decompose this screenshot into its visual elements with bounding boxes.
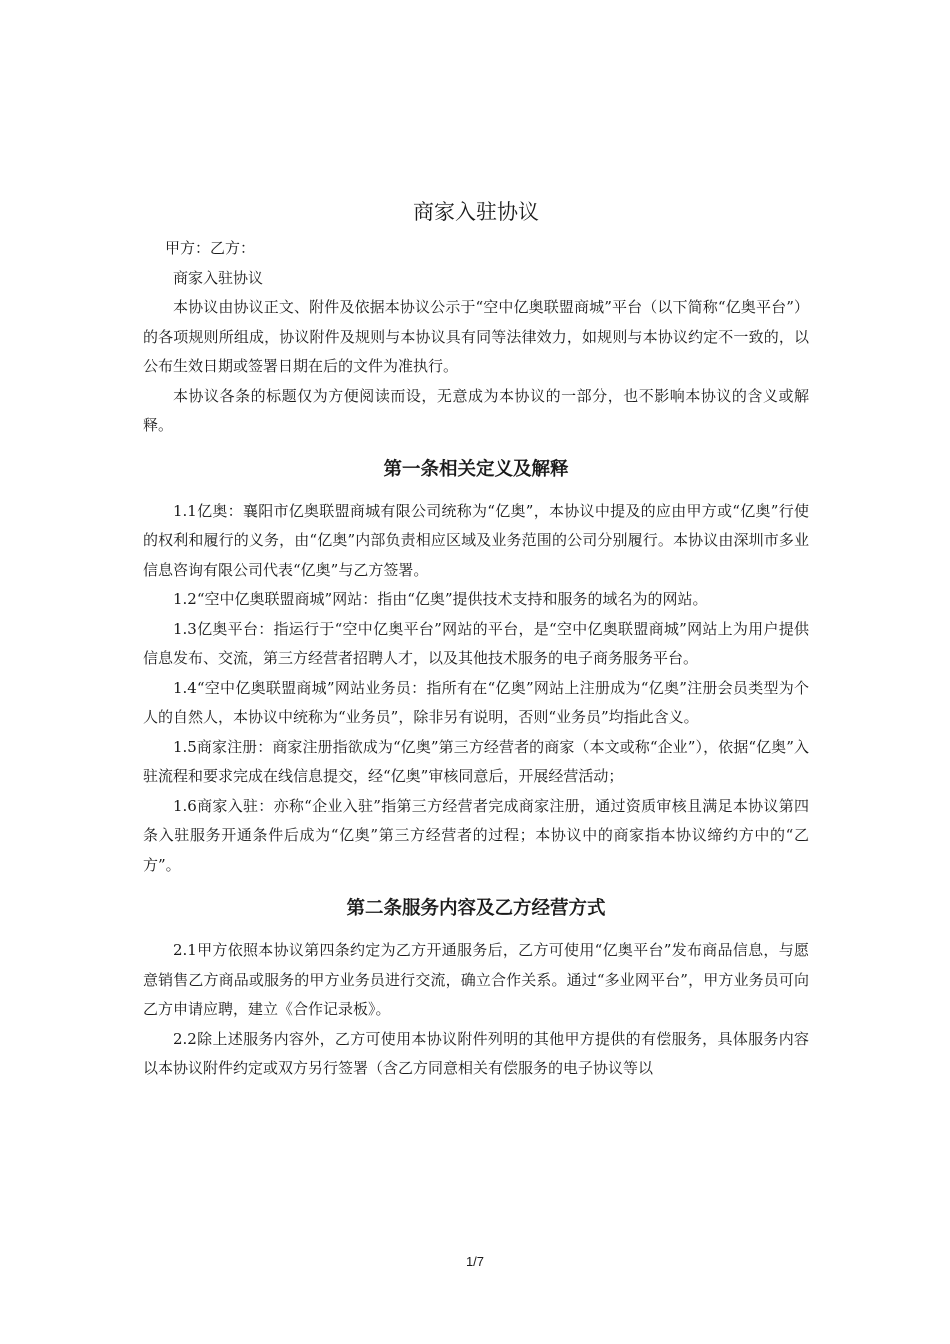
section-paragraph: 1.4“空中亿奥联盟商城”网站业务员：指所有在“亿奥”网站上注册成为“亿奥”注册会员类型为个人的自然人，本协议中统称为“业务员”，除非另有说明，否则“业务员”均指此含义。 [143, 678, 809, 726]
section-paragraph: 2.2除上述服务内容外，乙方可使用本协议附件列明的其他甲方提供的有偿服务，具体服务内容以本协议附件约定或双方另行签署（含乙方同意相关有偿服务的电子协议等以 [143, 1029, 809, 1077]
document-title: 商家入驻协议 [413, 200, 539, 224]
section-paragraph: 2.1甲方依照本协议第四条约定为乙方开通服务后，乙方可使用“亿奥平台”发布商品信息，与愿意销售乙方商品或服务的甲方业务员进行交流，确立合作关系。通过“多业网平台”，甲方业务员可向乙方申请应聘，建立《合作记录板》。 [143, 941, 809, 1018]
intro-paragraph: 本协议各条的标题仅为方便阅读而设，无意成为本协议的一部分，也不影响本协议的含义或解释。 [143, 386, 809, 434]
intro-paragraph: 商家入驻协议 [173, 268, 264, 287]
section-paragraph: 1.6商家入驻：亦称“企业入驻”指第三方经营者完成商家注册，通过资质审核且满足本协议第四条入驻服务开通条件后成为“亿奥”第三方经营者的过程；本协议中的商家指本协议缔约方中的“乙方”。 [143, 796, 809, 874]
intro-paragraph: 本协议由协议正文、附件及依据本协议公示于“空中亿奥联盟商城”平台（以下简称“亿奥平台”）的各项规则所组成，协议附件及规则与本协议具有同等法律效力，如规则与本协议约定不一致的，以公布生效日期或签署日期在后的文件为准执行。 [143, 298, 809, 375]
section-heading: 第二条服务内容及乙方经营方式 [346, 898, 606, 919]
page-number: 1/7 [465, 1254, 485, 1269]
party-line: 甲方：乙方： [165, 239, 256, 257]
document-body [143, 196, 809, 1084]
section-heading: 第一条相关定义及解释 [383, 458, 569, 480]
section-paragraph: 1.2“空中亿奥联盟商城”网站：指由“亿奥”提供技术支持和服务的域名为的网站。 [173, 590, 708, 608]
section-paragraph: 1.1亿奥：襄阳市亿奥联盟商城有限公司统称为“亿奥”，本协议中提及的应由甲方或“亿奥”行使的权利和履行的义务，由“亿奥”内部负责相应区域及业务范围的公司分别履行。本协议由深圳市多业信息咨询有限公司代表“亿奥”与乙方签署。 [143, 501, 809, 579]
section-paragraph: 1.3亿奥平台：指运行于“空中亿奥平台”网站的平台，是“空中亿奥联盟商城”网站上为用户提供信息发布、交流，第三方经营者招聘人才，以及其他技术服务的电子商务服务平台。 [143, 619, 809, 667]
section-paragraph: 1.5商家注册：商家注册指欲成为“亿奥”第三方经营者的商家（本文或称“企业”），依据“亿奥”入驻流程和要求完成在线信息提交，经“亿奥”审核同意后，开展经营活动； [143, 737, 809, 785]
